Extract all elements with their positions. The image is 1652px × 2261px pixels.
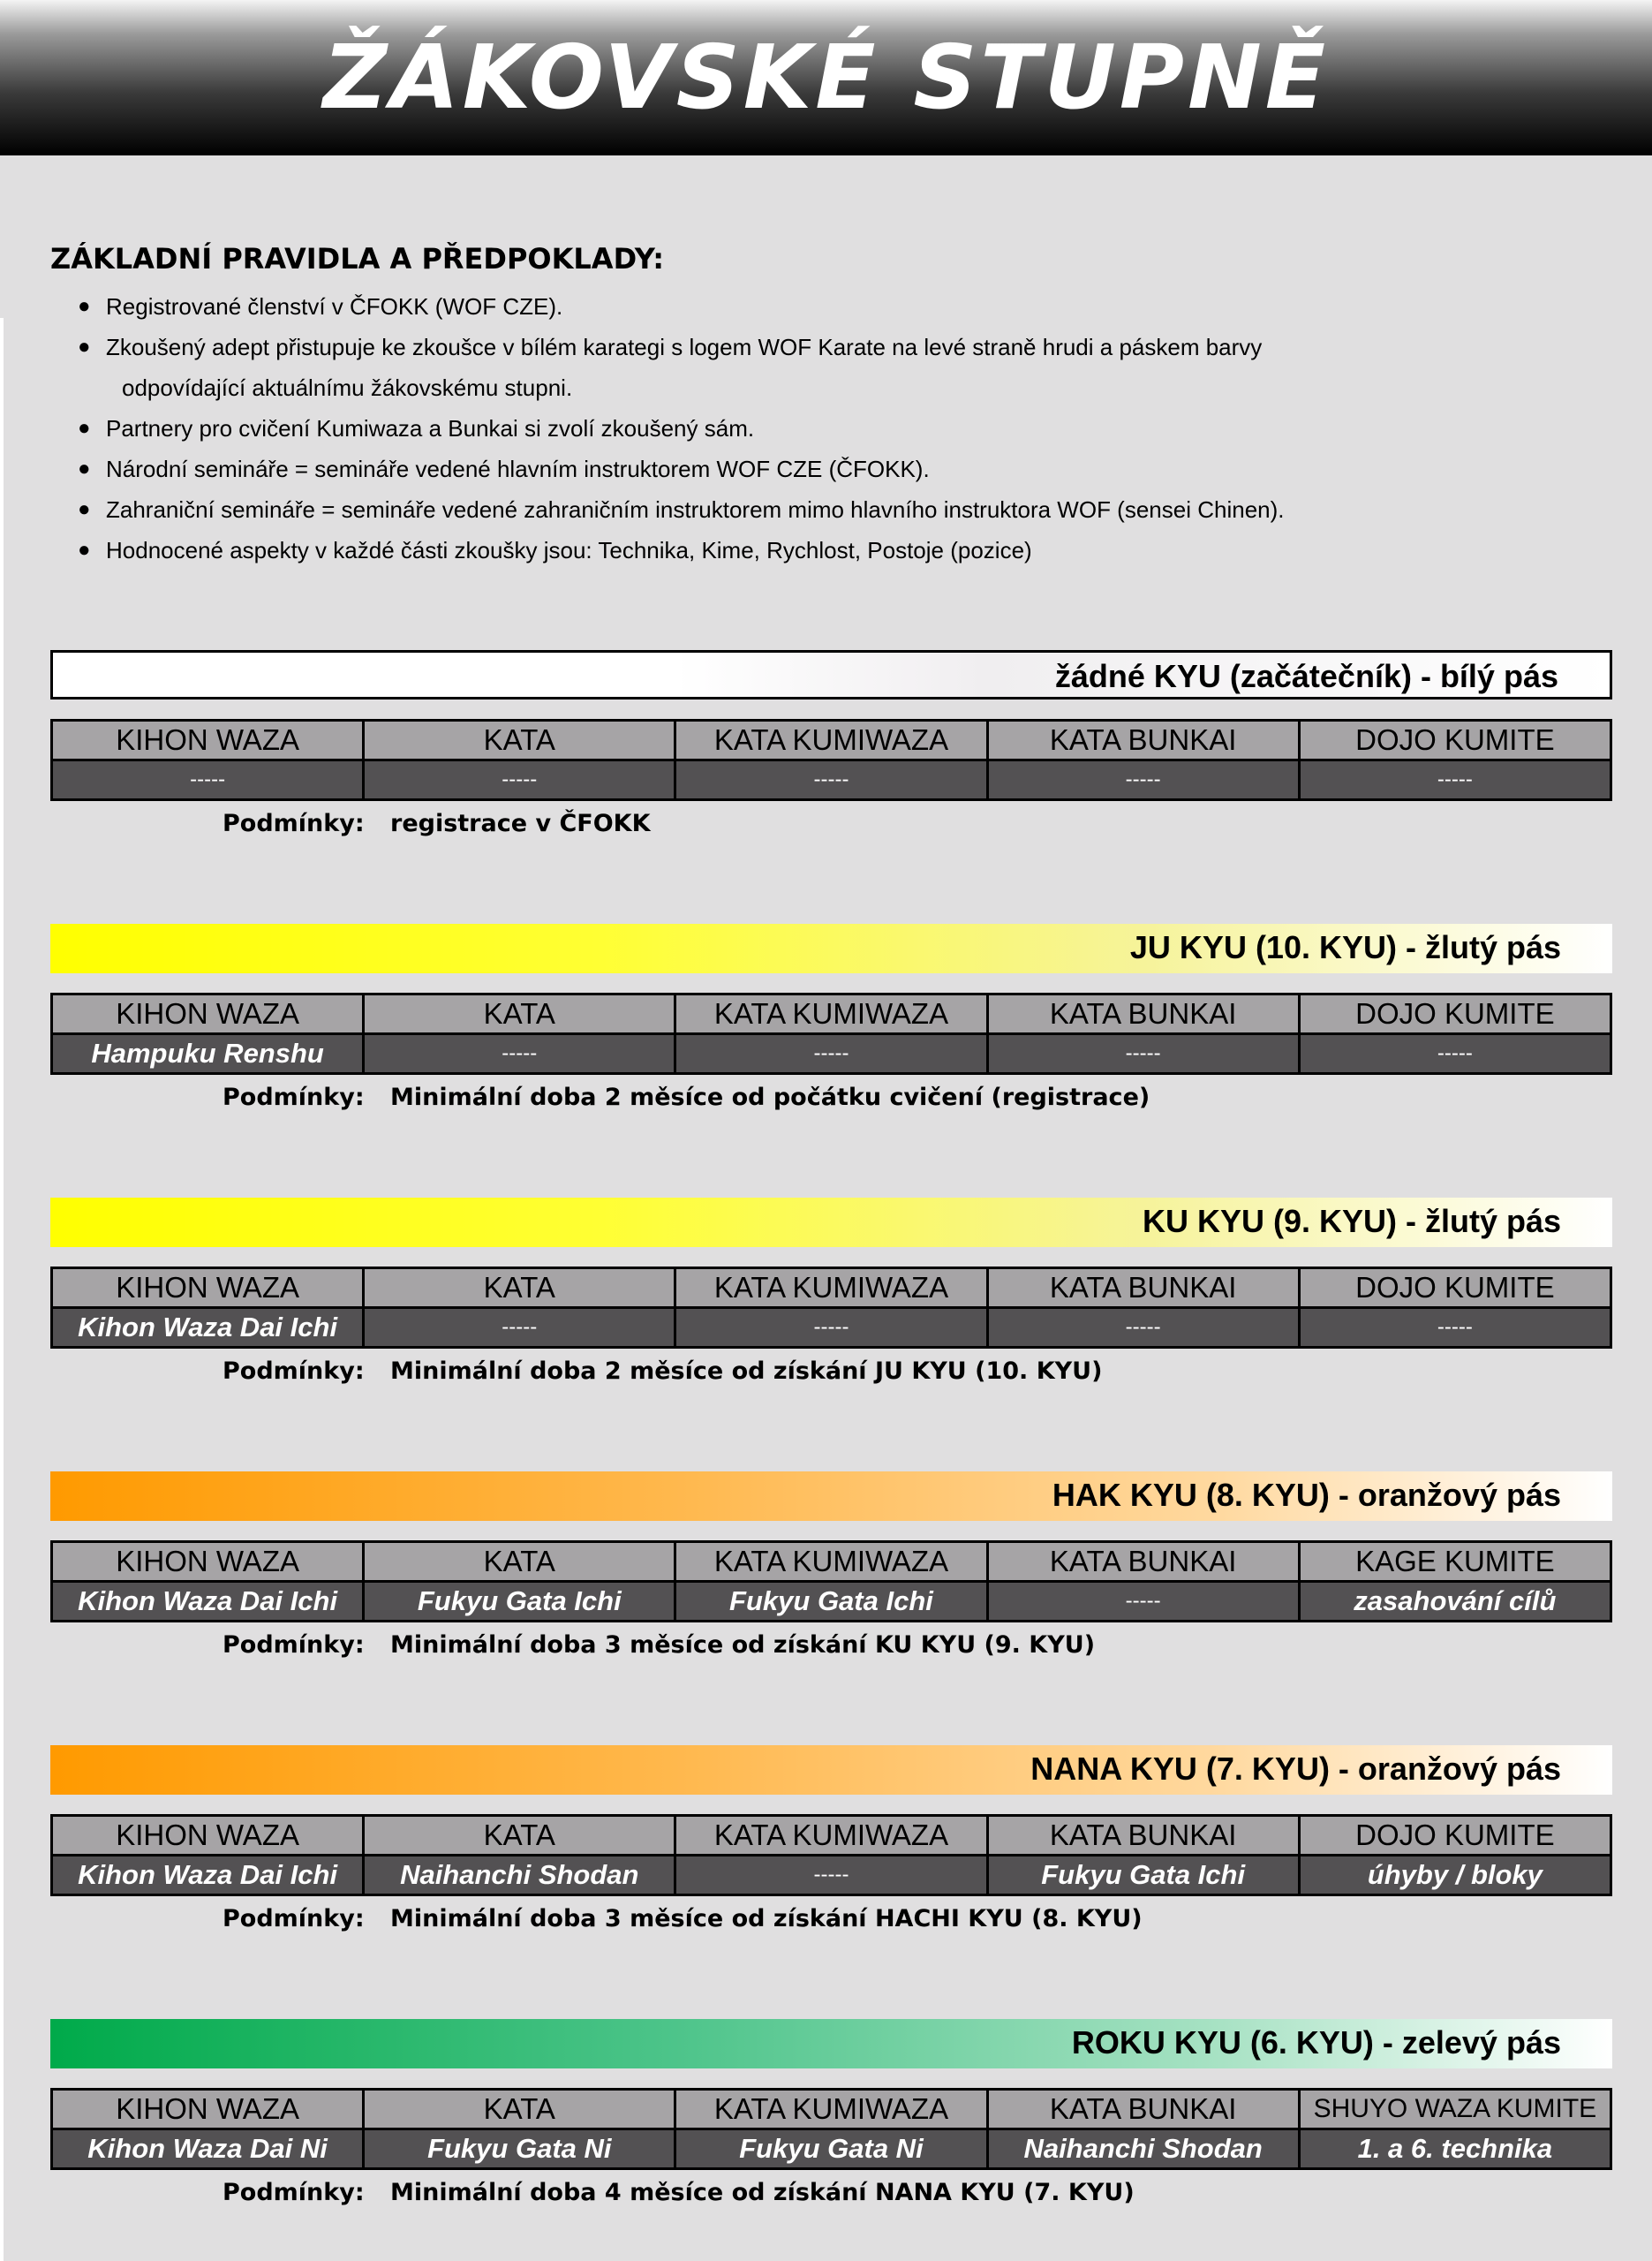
rule-item	[71, 408, 1572, 449]
table-cell: Fukyu Gata Ichi	[675, 1582, 987, 1622]
table-cell: -----	[675, 1034, 987, 1074]
table-cell: -----	[675, 760, 987, 800]
table-cell: Fukyu Gata Ichi	[987, 1856, 1299, 1895]
table-header: KATA BUNKAI	[987, 1542, 1299, 1582]
table-header: KATA KUMIWAZA	[675, 1816, 987, 1856]
conditions-text: Minimální doba 2 měsíce od počátku cvičení (registrace)	[390, 1084, 1150, 1111]
table-cell: Kihon Waza Dai Ichi	[52, 1856, 364, 1895]
table-cell: -----	[987, 760, 1299, 800]
conditions	[50, 806, 1612, 842]
conditions	[50, 1902, 1612, 1937]
table-header-row	[52, 1268, 1611, 1308]
table-cell: Hampuku Renshu	[52, 1034, 364, 1074]
rule-text: Partnery pro cvičení Kumiwaza a Bunkai si zvolí zkoušený sám.	[106, 415, 755, 442]
table-header: KIHON WAZA	[52, 721, 364, 760]
requirements-table	[50, 1267, 1612, 1349]
conditions-label: Podmínky:	[223, 1905, 365, 1932]
level-section	[50, 2019, 1612, 2211]
rule-text: Národní semináře = semináře vedené hlavním instruktorem WOF CZE (ČFOKK).	[106, 456, 930, 482]
table-row	[52, 1034, 1611, 1074]
table-header: KIHON WAZA	[52, 1542, 364, 1582]
table-cell: Kihon Waza Dai Ni	[52, 2129, 364, 2169]
table-cell: Naihanchi Shodan	[987, 2129, 1299, 2169]
level-title: HAK KYU (8. KYU) - oranžový pás	[1052, 1477, 1561, 1513]
table-cell: zasahování cílů	[1299, 1582, 1611, 1622]
level-section	[50, 650, 1612, 842]
requirements-table	[50, 993, 1612, 1075]
table-header: DOJO KUMITE	[1299, 1816, 1611, 1856]
level-band	[50, 1745, 1612, 1795]
conditions	[50, 1628, 1612, 1663]
conditions-text: Minimální doba 3 měsíce od získání KU KYU (9. KYU)	[390, 1631, 1096, 1659]
table-header-row	[52, 994, 1611, 1034]
table-cell: Fukyu Gata Ni	[364, 2129, 675, 2169]
level-title: KU KYU (9. KYU) - žlutý pás	[1142, 1203, 1561, 1239]
table-row	[52, 1856, 1611, 1895]
level-band	[50, 650, 1612, 699]
conditions	[50, 2175, 1612, 2211]
table-cell: -----	[1299, 760, 1611, 800]
rule-item	[71, 530, 1572, 571]
page-title: ŽÁKOVSKÉ STUPNĚ	[322, 26, 1330, 129]
table-cell: -----	[52, 760, 364, 800]
bullet-icon: ●	[78, 538, 91, 562]
table-cell: -----	[364, 1034, 675, 1074]
requirements-table	[50, 1814, 1612, 1896]
table-header: DOJO KUMITE	[1299, 994, 1611, 1034]
table-header: KATA BUNKAI	[987, 2090, 1299, 2129]
table-header: KATA BUNKAI	[987, 721, 1299, 760]
conditions	[50, 1354, 1612, 1389]
table-header-row	[52, 721, 1611, 760]
rule-item	[71, 449, 1572, 489]
rule-item	[71, 286, 1572, 327]
table-cell: -----	[1299, 1034, 1611, 1074]
conditions-text: Minimální doba 3 měsíce od získání HACHI KYU (8. KYU)	[390, 1905, 1143, 1932]
table-header: KATA BUNKAI	[987, 1268, 1299, 1308]
table-cell: Fukyu Gata Ichi	[364, 1582, 675, 1622]
table-cell: 1. a 6. technika	[1299, 2129, 1611, 2169]
table-cell: úhyby / bloky	[1299, 1856, 1611, 1895]
level-section	[50, 1471, 1612, 1663]
left-edge-rule	[0, 318, 4, 2261]
table-cell: -----	[987, 1308, 1299, 1348]
table-header: KATA	[364, 1816, 675, 1856]
conditions-label: Podmínky:	[223, 1631, 365, 1659]
rule-text: Hodnocené aspekty v každé části zkoušky jsou: Technika, Kime, Rychlost, Postoje (pozice)	[106, 537, 1032, 563]
table-header-row	[52, 2090, 1611, 2129]
requirements-table	[50, 719, 1612, 801]
level-title: ROKU KYU (6. KYU) - zelevý pás	[1071, 2024, 1561, 2061]
level-band	[50, 1471, 1612, 1521]
conditions-label: Podmínky:	[223, 1084, 365, 1111]
table-row	[52, 2129, 1611, 2169]
table-header: KATA	[364, 994, 675, 1034]
table-header: KATA KUMIWAZA	[675, 721, 987, 760]
table-cell: -----	[364, 1308, 675, 1348]
table-header: KIHON WAZA	[52, 1816, 364, 1856]
bullet-icon: ●	[78, 294, 91, 318]
table-header: DOJO KUMITE	[1299, 1268, 1611, 1308]
table-cell: Naihanchi Shodan	[364, 1856, 675, 1895]
table-header-row	[52, 1542, 1611, 1582]
level-band	[50, 924, 1612, 973]
table-header: KATA	[364, 721, 675, 760]
table-header: KATA BUNKAI	[987, 1816, 1299, 1856]
conditions-text: Minimální doba 4 měsíce od získání NANA KYU (7. KYU)	[390, 2179, 1135, 2206]
rule-item	[71, 489, 1572, 530]
table-header: KATA KUMIWAZA	[675, 994, 987, 1034]
conditions-text: registrace v ČFOKK	[390, 810, 651, 837]
table-cell: -----	[1299, 1308, 1611, 1348]
table-row	[52, 760, 1611, 800]
rules-list	[71, 286, 1572, 571]
table-cell: -----	[364, 760, 675, 800]
table-cell: -----	[675, 1856, 987, 1895]
rule-text: Zkoušený adept přistupuje ke zkoušce v bílém karategi s logem WOF Karate na levé straně hrudi a páskem barvy	[106, 334, 1263, 360]
page-header	[0, 0, 1652, 155]
table-cell: Fukyu Gata Ni	[675, 2129, 987, 2169]
conditions-label: Podmínky:	[223, 2179, 365, 2206]
table-header: KATA	[364, 1268, 675, 1308]
table-header: KATA	[364, 2090, 675, 2129]
level-section	[50, 1198, 1612, 1389]
level-title: NANA KYU (7. KYU) - oranžový pás	[1030, 1751, 1561, 1787]
table-cell: -----	[675, 1308, 987, 1348]
table-cell: -----	[987, 1034, 1299, 1074]
table-header: KIHON WAZA	[52, 1268, 364, 1308]
table-header: KATA KUMIWAZA	[675, 1268, 987, 1308]
bullet-icon: ●	[78, 457, 91, 480]
bullet-icon: ●	[78, 335, 91, 359]
table-cell: Kihon Waza Dai Ichi	[52, 1308, 364, 1348]
level-band	[50, 2019, 1612, 2068]
table-header: KAGE KUMITE	[1299, 1542, 1611, 1582]
table-header: DOJO KUMITE	[1299, 721, 1611, 760]
rules-heading: ZÁKLADNÍ PRAVIDLA A PŘEDPOKLADY:	[50, 242, 664, 276]
conditions-label: Podmínky:	[223, 810, 365, 837]
table-header: KIHON WAZA	[52, 994, 364, 1034]
level-title: JU KYU (10. KYU) - žlutý pás	[1129, 929, 1561, 965]
level-section	[50, 924, 1612, 1115]
table-header-row	[52, 1816, 1611, 1856]
table-header: KATA KUMIWAZA	[675, 1542, 987, 1582]
level-title: žádné KYU (začátečník) - bílý pás	[1054, 658, 1558, 694]
requirements-table	[50, 2088, 1612, 2170]
rule-item	[71, 327, 1572, 408]
bullet-icon: ●	[78, 497, 91, 521]
table-cell: Kihon Waza Dai Ichi	[52, 1582, 364, 1622]
conditions-label: Podmínky:	[223, 1357, 365, 1385]
conditions	[50, 1080, 1612, 1115]
table-cell: -----	[987, 1582, 1299, 1622]
table-header: KIHON WAZA	[52, 2090, 364, 2129]
requirements-table	[50, 1540, 1612, 1622]
table-header: KATA BUNKAI	[987, 994, 1299, 1034]
rule-text: Registrované členství v ČFOKK (WOF CZE).	[106, 293, 563, 320]
conditions-text: Minimální doba 2 měsíce od získání JU KYU (10. KYU)	[390, 1357, 1103, 1385]
table-header: SHUYO WAZA KUMITE	[1299, 2090, 1611, 2129]
table-row	[52, 1308, 1611, 1348]
table-header: KATA	[364, 1542, 675, 1582]
level-section	[50, 1745, 1612, 1937]
table-header: KATA KUMIWAZA	[675, 2090, 987, 2129]
rule-text-continuation: odpovídající aktuálnímu žákovskému stupni.	[122, 374, 573, 401]
bullet-icon: ●	[78, 416, 91, 440]
rule-text: Zahraniční semináře = semináře vedené zahraničním instruktorem mimo hlavního instruktora WOF (sensei Chinen).	[106, 496, 1285, 523]
table-row	[52, 1582, 1611, 1622]
level-band	[50, 1198, 1612, 1247]
